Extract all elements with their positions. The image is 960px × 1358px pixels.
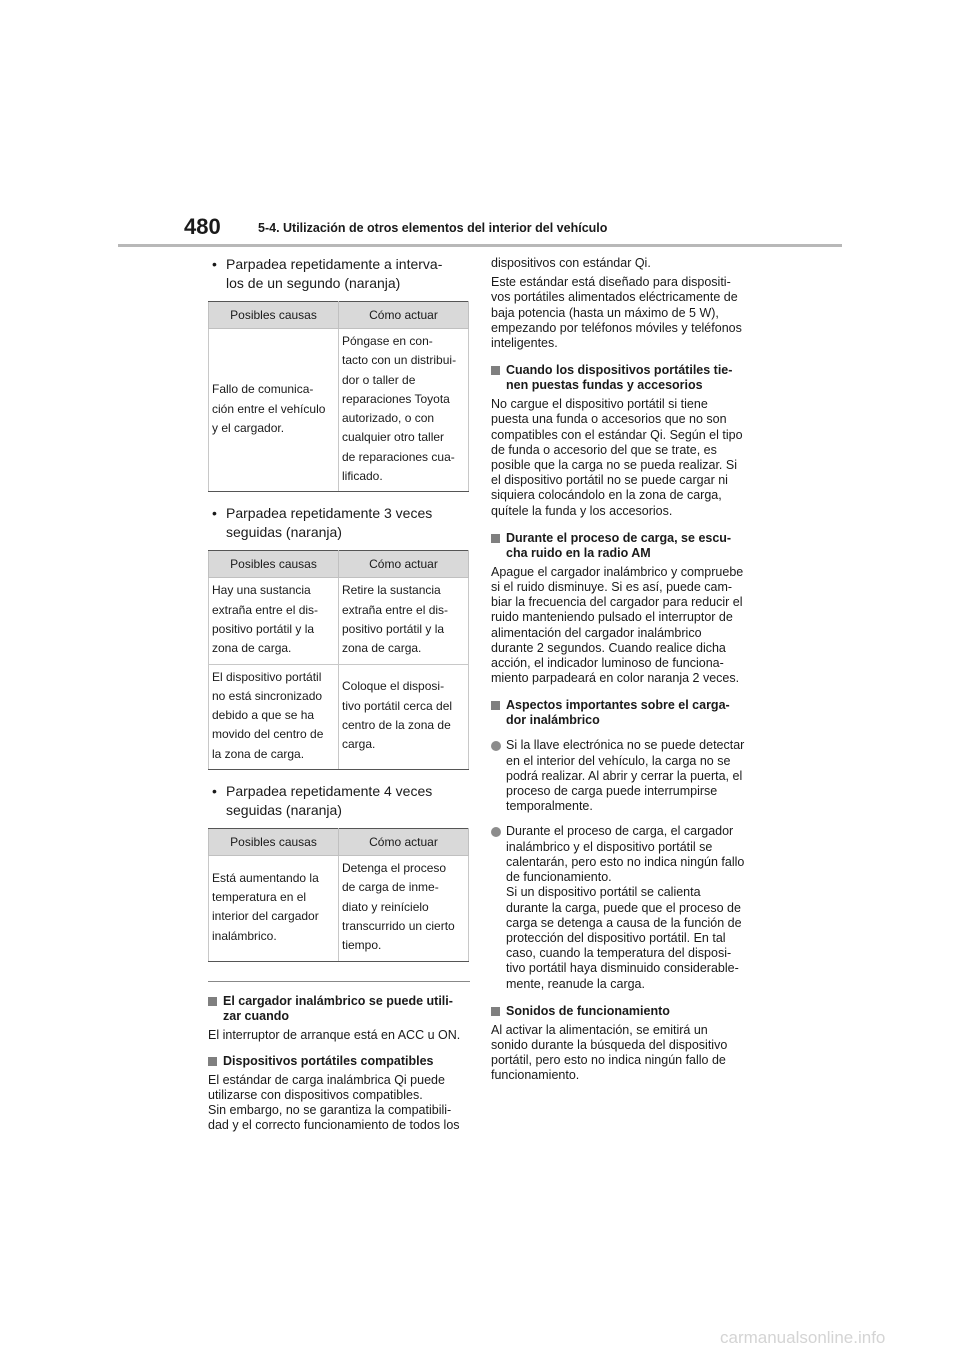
table-cell [209,664,339,769]
para-line: utilizarse con dispositivos compatibles. [208,1087,423,1102]
bullet-line: Parpadea repetidamente 4 veces [226,783,433,800]
para-line: podrá realizar. Al abrir y cerrar la puerta, el [506,768,743,783]
heading-line: dor inalámbrico [506,713,600,728]
table-header-row [209,302,469,329]
table-row [209,578,469,664]
para-line: dispositivos con estándar Qi. [491,256,651,270]
heading-line: cha ruido en la radio AM [506,545,651,560]
bullet-line: Parpadea repetidamente 3 veces [226,505,433,522]
bullet-marker: • [212,783,217,800]
paragraph [208,1028,470,1043]
cell-line: Fallo de comunica- [212,382,314,397]
table-cell [339,856,469,961]
cell-line: dor o taller de [342,372,416,387]
causes-table [208,301,469,492]
para-line: de funda o accesorio del que se trate, es [491,442,717,457]
note-heading [491,363,749,393]
cell-line: de carga de inme- [342,880,439,895]
bullet-item [208,782,470,820]
para-line: si el ruido disminuye. Si es así, puede cam- [491,580,733,595]
heading-line: Dispositivos portátiles compatibles [223,1053,434,1068]
para-line: portátil, pero esto no indica ningún fallo de [491,1053,726,1068]
section-divider [208,981,470,982]
bullet-line: seguidas (naranja) [226,802,342,819]
para-line: durante 2 segundos. Cuando realice dicha [491,640,726,655]
cell-line: movido del centro de [212,727,324,742]
square-bullet-icon [491,534,500,543]
cell-line: positivo portátil y la [342,621,445,636]
para-line: biar la frecuencia del cargador para reducir el [491,595,743,610]
note-heading [491,531,749,561]
cell-line: extraña entre el dis- [342,602,449,617]
para-line: empezando por teléfonos móviles y teléfonos [491,320,742,335]
table-header-row [209,829,469,856]
para-line: sonido durante la búsqueda del dispositivo [491,1037,728,1052]
heading-line: El cargador inalámbrico se puede utili- [223,993,453,1008]
cell-line: Retire la sustancia [342,583,441,598]
cell-line: la zona de carga. [212,746,305,761]
para-line: miento parpadeará en color naranja 2 veces. [491,671,740,686]
paragraph [491,565,749,687]
table-cell [339,329,469,492]
table-header-row [209,551,469,578]
para-line: El estándar de carga inalámbrica Qi puede [208,1072,445,1087]
bullet-line: los de un segundo (naranja) [226,275,401,291]
table-header: Cómo actuar [339,302,469,329]
para-line: dad y el correcto funcionamiento de todos los [208,1118,460,1133]
table-row [209,329,469,492]
cell-line: temperatura en el [212,889,307,904]
para-line: posible que la carga no se pueda realizar. Si [491,458,737,473]
paragraph [208,1073,470,1134]
circle-bullet-icon [491,827,501,837]
cell-line: extraña entre el dis- [212,602,319,617]
paragraph [491,397,749,519]
para-line: compatibles con el estándar Qi. Según el tipo [491,427,743,442]
para-line: carga se detenga a causa de la función de [506,915,742,930]
note-heading [491,698,749,728]
table-header: Posibles causas [209,829,339,856]
heading-line: Durante el proceso de carga, se escu- [506,530,732,545]
square-bullet-icon [208,997,217,1006]
para-line: quítele la funda y los accesorios. [491,503,673,518]
para-line: baja potencia (hasta un máximo de 5 W), [491,305,719,320]
cell-line: ción entre el vehículo [212,401,326,416]
table-cell [209,329,339,492]
cell-line: positivo portátil y la [212,621,315,636]
cell-line: debido a que se ha [212,708,315,723]
causes-table [208,550,469,770]
section-title: 5-4. Utilización de otros elementos del interior del vehículo [258,221,608,235]
para-line: mente, reanude la carga. [506,976,645,991]
paragraph [491,256,749,351]
cell-line: tivo portátil cerca del [342,698,453,713]
table-header: Posibles causas [209,551,339,578]
right-column [491,256,749,1084]
cell-line: Póngase en con- [342,334,433,348]
bullet-item [208,255,470,293]
cell-line: no está sincronizado [212,688,323,703]
para-line: Si un dispositivo portátil se calienta [506,885,701,900]
paragraph [491,1023,749,1084]
circle-bullet-icon [491,741,501,751]
table-cell [339,578,469,664]
para-line: el dispositivo portátil no se puede cargar ni [491,473,728,488]
para-line: de funcionamiento. [506,870,612,885]
cell-line: Hay una sustancia [212,583,311,598]
para-line: alimentación del cargador inalámbrico [491,625,702,640]
square-bullet-icon [491,366,500,375]
para-line: caso, cuando la temperatura del disposi- [506,946,732,961]
table-cell [209,856,339,961]
para-line: tivo portátil haya disminuido considerable- [506,961,739,976]
causes-table [208,828,469,961]
circle-bullet-item [491,738,749,814]
cell-line: Detenga el proceso [342,861,447,876]
para-line: Apague el cargador inalámbrico y compruebe [491,564,744,579]
para-line: inalámbrico y el dispositivo portátil se [506,839,713,854]
note-heading [491,1004,749,1019]
table-cell [209,578,339,664]
cell-line: El dispositivo portátil [212,669,322,684]
note-heading [208,994,470,1024]
cell-line: lificado. [342,469,383,484]
cell-line: autorizado, o con [342,411,435,426]
para-line: durante la carga, puede que el proceso de [506,900,741,915]
cell-line: diato y reinícielo [342,899,429,914]
watermark: carmanualsonline.info [720,1328,886,1347]
cell-line: zona de carga. [342,641,422,656]
note-heading [208,1054,470,1069]
table-header: Posibles causas [209,302,339,329]
table-cell [339,664,469,769]
table-header: Cómo actuar [339,551,469,578]
cell-line: centro de la zona de [342,717,451,732]
cell-line: de reparaciones cua- [342,449,455,464]
para-line: puesta una funda o accesorios que no son [491,412,727,427]
para-line: No cargue el dispositivo portátil si tiene [491,397,708,412]
para-line: siquiera colocándolo en la zona de carga, [491,488,722,503]
table-row [209,856,469,961]
para-line: Este estándar está diseñado para dispositi- [491,275,731,290]
para-line: Al activar la alimentación, se emitirá un [491,1022,708,1037]
bullet-line: Parpadea repetidamente a interva- [226,256,443,272]
heading-line: Cuando los dispositivos portátiles tie- [506,363,733,378]
left-column [208,255,470,1134]
para-line: temporalmente. [506,799,593,814]
bullet-line: seguidas (naranja) [226,524,342,541]
bullet-marker: • [212,256,217,272]
para-line: calentarán, pero esto no indica ningún fallo [506,854,745,869]
para-line: inteligentes. [491,336,558,351]
para-line: Sin embargo, no se garantiza la compatibili- [208,1103,452,1118]
para-line: protección del dispositivo portátil. En tal [506,930,726,945]
circle-bullet-item [491,824,749,991]
cell-line: tiempo. [342,938,382,953]
para-line: acción, el indicador luminoso de funciona- [491,656,724,671]
cell-line: y el cargador. [212,420,285,435]
cell-line: inalámbrico. [212,928,277,943]
cell-line: interior del cargador [212,909,319,924]
cell-line: Está aumentando la [212,870,319,885]
para-line: proceso de carga puede interrumpirse [506,784,718,799]
heading-line: Sonidos de funcionamiento [506,1003,670,1018]
para-line: El interruptor de arranque está en ACC u ON. [208,1027,461,1042]
cell-line: Coloque el disposi- [342,679,445,694]
bullet-item [208,504,470,542]
square-bullet-icon [491,1007,500,1016]
heading-line: Aspectos importantes sobre el carga- [506,698,730,713]
cell-line: carga. [342,737,376,752]
heading-line: nen puestas fundas y accesorios [506,378,703,393]
para-line: Durante el proceso de carga, el cargador [506,824,734,839]
cell-line: transcurrido un cierto [342,918,455,933]
header-rule [118,244,842,247]
cell-line: reparaciones Toyota [342,391,450,406]
cell-line: cualquier otro taller [342,430,445,445]
square-bullet-icon [491,701,500,710]
heading-line: zar cuando [223,1008,289,1023]
page-number: 480 [184,214,221,239]
para-line: vos portátiles alimentados eléctricamente de [491,290,738,305]
para-line: funcionamiento. [491,1068,580,1083]
square-bullet-icon [208,1057,217,1066]
table-row [209,664,469,769]
para-line: ruido manteniendo pulsado el interruptor de [491,610,733,625]
cell-line: tacto con un distribui- [342,353,457,368]
table-header: Cómo actuar [339,829,469,856]
para-line: en el interior del vehículo, la carga no se [506,753,731,768]
para-line: Si la llave electrónica no se puede detectar [506,738,745,753]
bullet-marker: • [212,505,217,522]
cell-line: zona de carga. [212,641,292,656]
